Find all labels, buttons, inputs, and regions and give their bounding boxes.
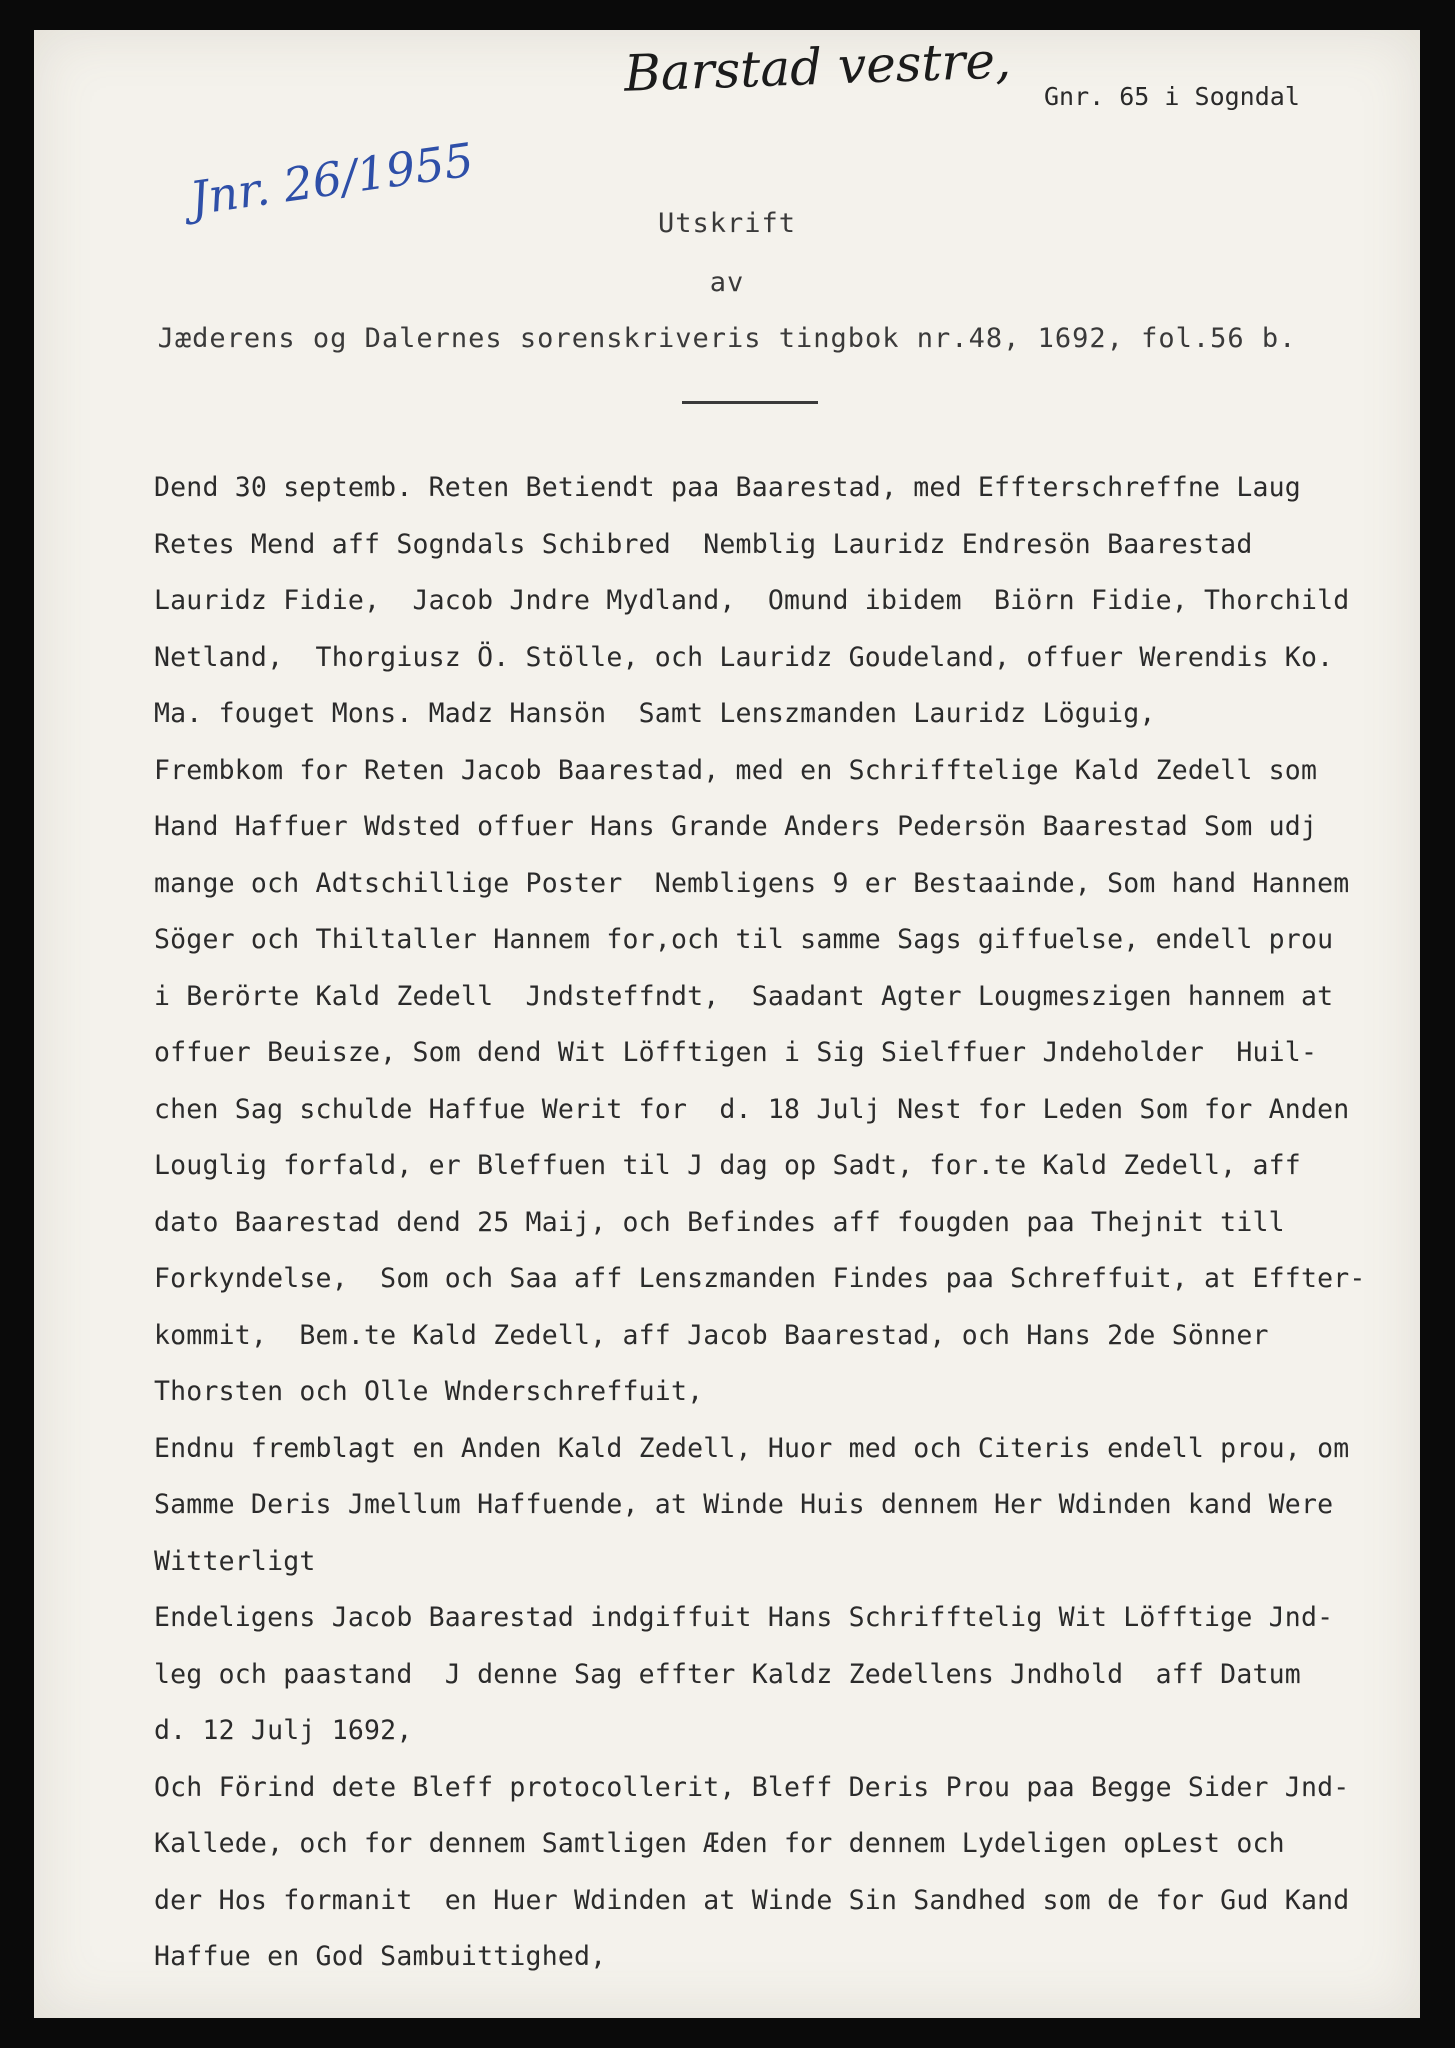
text-line: Netland, Thorgiusz Ö. Stölle, och Lauridz Goudeland, offuer Werendis Ko. — [154, 641, 1334, 673]
text-line: Kallede, och for dennem Samtligen Æden for dennem Lydeligen opLest och — [154, 1828, 1285, 1859]
heading-divider — [682, 401, 818, 404]
heading-av: av — [709, 267, 745, 298]
text-line: Ma. fouget Mons. Madz Hansön Samt Lenszmanden Lauridz Löguig, — [154, 698, 1156, 729]
text-line: Hand Haffuer Wdsted offuer Hans Grande Anders Pedersön Baarestad Som udj — [154, 811, 1318, 842]
typed-farm-reference: Gnr. 65 i Sogndal — [1044, 82, 1300, 111]
text-line: Dend 30 septemb. Reten Betiendt paa Baarestad, med Effterschreffne Laug — [154, 472, 1301, 503]
text-line: Haffue en God Sambuittighed, — [154, 1941, 607, 1972]
text-line: Söger och Thiltaller Hannem for,och til samme Sags giffuelse, endell prou — [154, 924, 1334, 955]
handwritten-farm-name: Barstad vestre, — [623, 31, 1012, 103]
heading-source: Jæderens og Dalernes sorenskriveris tingbok nr.48, 1692, fol.56 b. — [157, 323, 1297, 354]
text-line: Och Förind dete Bleff protocollerit, Bleff Deris Prou paa Begge Sider Jnd- — [154, 1771, 1350, 1803]
text-line: der Hos formanit en Huer Wdinden at Winde Sin Sandhed som de for Gud Kand — [154, 1884, 1350, 1916]
text-line: Witterligt — [154, 1545, 316, 1577]
text-line: Frembkom for Reten Jacob Baarestad, med en Schrifftelige Kald Zedell som — [154, 754, 1318, 786]
text-line: Retes Mend aff Sogndals Schibred Nemblig Lauridz Endresön Baarestad — [154, 528, 1253, 560]
text-line: Thorsten och Olle Wnderschreffuit, — [154, 1376, 704, 1407]
text-line: Samme Deris Jmellum Haffuende, at Winde Huis dennem Her Wdinden kand Were — [154, 1489, 1334, 1520]
text-line: chen Sag schulde Haffue Werit for d. 18 Julj Nest for Leden Som for Anden — [154, 1093, 1350, 1125]
text-line: Endnu fremblagt en Anden Kald Zedell, Huor med och Citeris endell prou, om — [154, 1432, 1350, 1464]
document-page — [34, 30, 1420, 2018]
text-line: offuer Beuisze, Som dend Wit Löfftigen i Sig Sielffuer Jndeholder Huil- — [154, 1037, 1318, 1068]
text-line: leg och paastand J denne Sag effter Kaldz Zedellens Jndhold aff Datum — [154, 1658, 1301, 1690]
text-line: Forkyndelse, Som och Saa aff Lenszmanden Findes paa Schreffuit, at Effter- — [154, 1263, 1366, 1294]
text-line: d. 12 Julj 1692, — [154, 1715, 413, 1746]
text-line: i Berörte Kald Zedell Jndsteffndt, Saadant Agter Lougmeszigen hannem at — [154, 980, 1334, 1012]
transcript-body — [154, 460, 1414, 1986]
text-line: mange och Adtschillige Poster Nembligens 9 er Bestaainde, Som hand Hannem — [154, 867, 1350, 899]
text-line: Louglig forfald, er Bleffuen til J dag op Sadt, for.te Kald Zedell, aff — [154, 1150, 1301, 1181]
text-line: Lauridz Fidie, Jacob Jndre Mydland, Omund ibidem Biörn Fidie, Thorchild — [154, 585, 1350, 616]
handwritten-journal-number: Jnr. 26/1955 — [186, 132, 477, 226]
heading-utskrift: Utskrift — [657, 208, 797, 239]
text-line: Endeligens Jacob Baarestad indgiffuit Hans Schrifftelig Wit Löfftige Jnd- — [154, 1602, 1334, 1633]
text-line: kommit, Bem.te Kald Zedell, aff Jacob Baarestad, och Hans 2de Sönner — [154, 1319, 1269, 1351]
text-line: dato Baarestad dend 25 Maij, och Befindes aff fougden paa Thejnit till — [154, 1206, 1285, 1238]
